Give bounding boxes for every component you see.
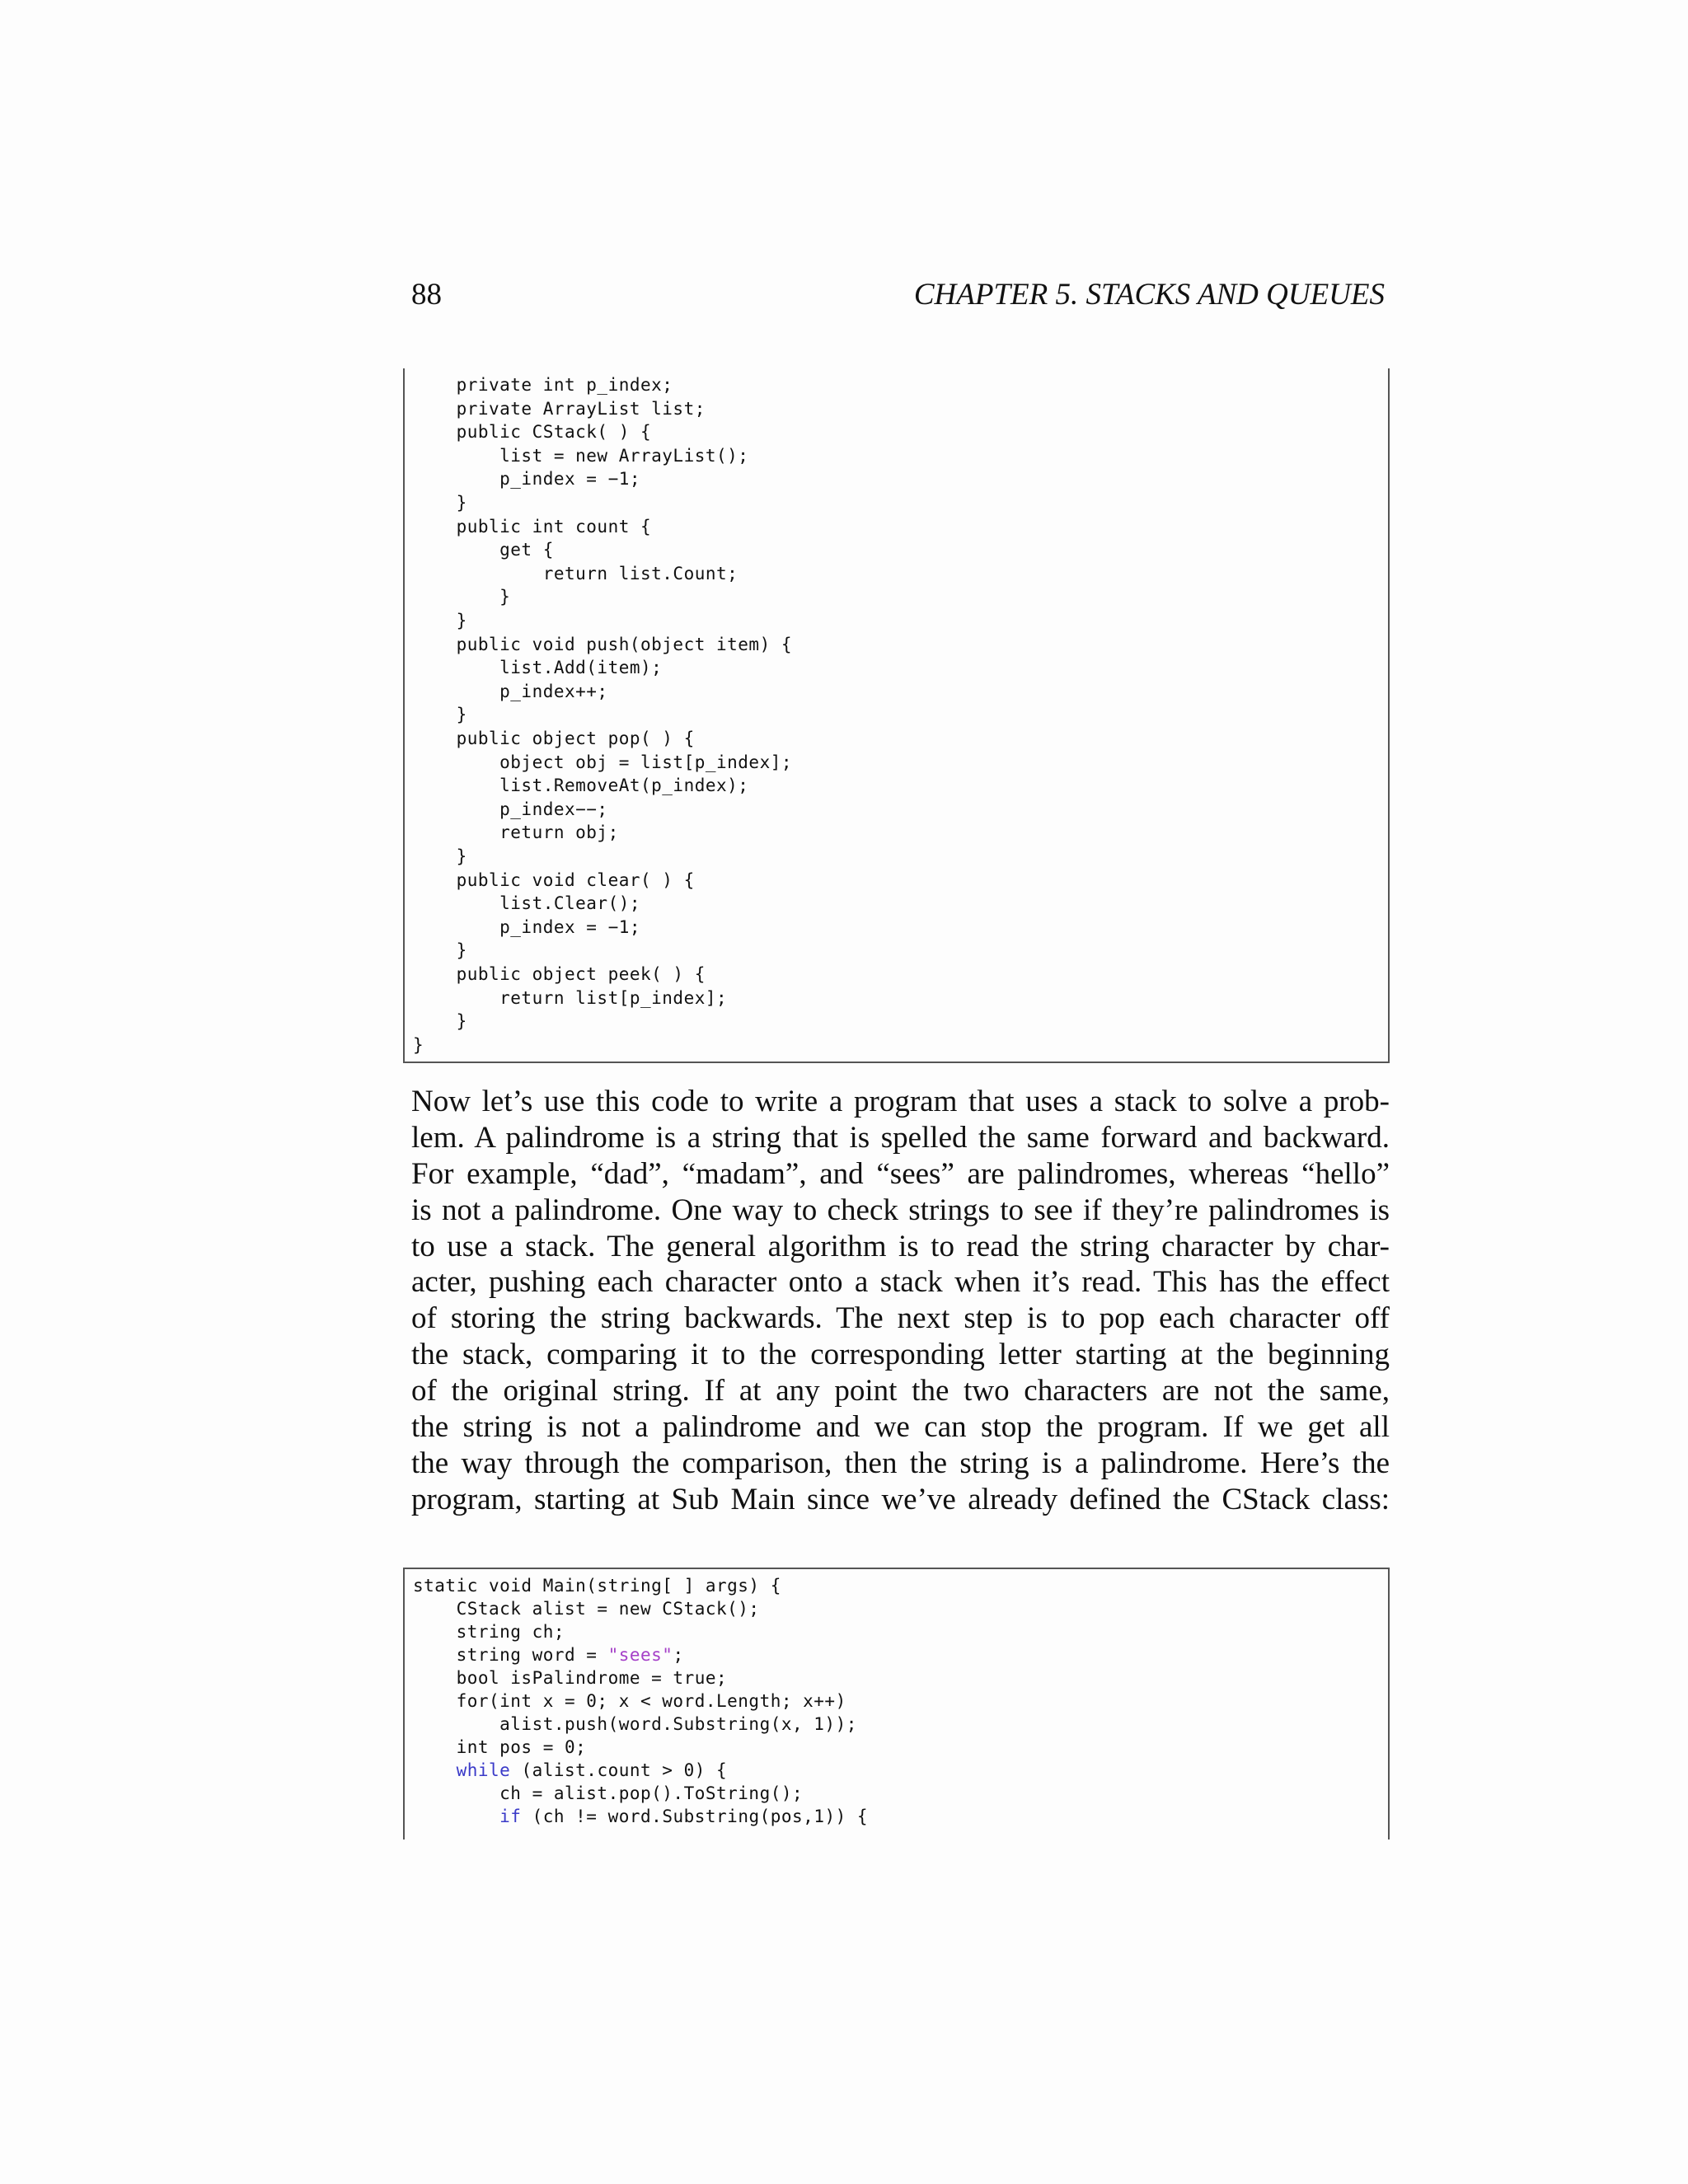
- code-line: [413, 1759, 727, 1782]
- code-line: return obj;: [413, 823, 619, 843]
- paragraph-line: of storing the string backwards. The next step is to pop each character off: [411, 1301, 1390, 1336]
- body-paragraph: [411, 1084, 1390, 1518]
- code-line: list.Add(item);: [413, 658, 663, 678]
- paragraph-line: the string is not a palindrome and we can stop the program. If we get all: [411, 1410, 1390, 1445]
- code-line: p_index++;: [413, 681, 608, 701]
- string-literal: "sees": [607, 1645, 673, 1665]
- paragraph-line: lem. A palindrome is a string that is spelled the same forward and backward.: [411, 1120, 1390, 1155]
- code-line: get {: [413, 540, 554, 560]
- code-line: p_index = −1;: [413, 916, 641, 937]
- code-line: p_index = −1;: [413, 469, 641, 490]
- code-line: alist.push(word.Substring(x, 1));: [413, 1714, 857, 1734]
- code-text: (alist.count > 0) {: [510, 1760, 728, 1780]
- code-line: [413, 1643, 684, 1666]
- code-line: }: [413, 587, 511, 607]
- code-line: private int p_index;: [413, 375, 673, 395]
- code-text: [413, 1760, 457, 1780]
- paragraph-line: acter, pushing each character onto a stack when it’s read. This has the effect: [411, 1265, 1390, 1300]
- code-line: }: [413, 1011, 467, 1032]
- code-line: list.Clear();: [413, 893, 641, 914]
- code-line: bool isPalindrome = true;: [413, 1668, 728, 1688]
- code-line: list = new ArrayList();: [413, 445, 749, 466]
- code-line: public int count {: [413, 516, 652, 537]
- code-line: CStack alist = new CStack();: [413, 1599, 760, 1619]
- code-line: static void Main(string[ ] args) {: [413, 1576, 781, 1596]
- code-block-main-program: [403, 1568, 1390, 1840]
- running-head: CHAPTER 5. STACKS AND QUEUES: [913, 278, 1385, 312]
- keyword: while: [456, 1760, 511, 1780]
- code-line: public object peek( ) {: [413, 964, 706, 984]
- paragraph-line: program, starting at Sub Main since we’ve already defined the CStack class:: [411, 1482, 1390, 1516]
- page-number: 88: [411, 278, 442, 312]
- code-line: }: [413, 611, 467, 630]
- paragraph-line: For example, “dad”, “madam”, and “sees” are palindromes, whereas “hello”: [411, 1156, 1390, 1191]
- paragraph-line: the stack, comparing it to the corresponding letter starting at the beginning: [411, 1338, 1390, 1372]
- code-line: for(int x = 0; x < word.Length; x++): [413, 1691, 846, 1711]
- code-text: [413, 1807, 499, 1826]
- code-line: p_index−−;: [413, 799, 608, 819]
- code-line: private ArrayList list;: [413, 398, 706, 419]
- code-line: public void clear( ) {: [413, 869, 695, 890]
- code-text: ;: [673, 1645, 684, 1665]
- code-text: string word =: [413, 1645, 608, 1665]
- paragraph-line: is not a palindrome. One way to check strings to see if they’re palindromes is: [411, 1193, 1390, 1227]
- code-block-cstack-class: [403, 368, 1390, 1063]
- code-line: int pos = 0;: [413, 1737, 587, 1757]
- paragraph-line: Now let’s use this code to write a program that uses a stack to solve a prob-: [411, 1085, 1390, 1118]
- code-line: ch = alist.pop().ToString();: [413, 1783, 804, 1803]
- code-line: return list.Count;: [413, 563, 738, 583]
- paragraph-line: the way through the comparison, then the string is a palindrome. Here’s the: [411, 1446, 1390, 1480]
- paragraph-line: to use a stack. The general algorithm is to read the string character by char-: [411, 1229, 1390, 1263]
- code-line: [413, 1805, 868, 1828]
- code-line: object obj = list[p_index];: [413, 752, 793, 772]
- code-line: string ch;: [413, 1622, 565, 1642]
- paragraph-line: of the original string. If at any point the two characters are not the same,: [411, 1374, 1390, 1408]
- code-line: }: [413, 846, 467, 866]
- code-line: }: [413, 1034, 424, 1055]
- code-line: }: [413, 940, 467, 961]
- keyword: if: [499, 1807, 522, 1826]
- code-line: list.RemoveAt(p_index);: [413, 776, 749, 796]
- code-line: public CStack( ) {: [413, 422, 652, 443]
- code-line: public void push(object item) {: [413, 634, 793, 654]
- code-line: }: [413, 493, 467, 513]
- code-text: (ch != word.Substring(pos,1)) {: [521, 1807, 869, 1826]
- code-line: public object pop( ) {: [413, 729, 695, 748]
- code-line: return list[p_index];: [413, 987, 728, 1008]
- code-line: }: [413, 705, 467, 725]
